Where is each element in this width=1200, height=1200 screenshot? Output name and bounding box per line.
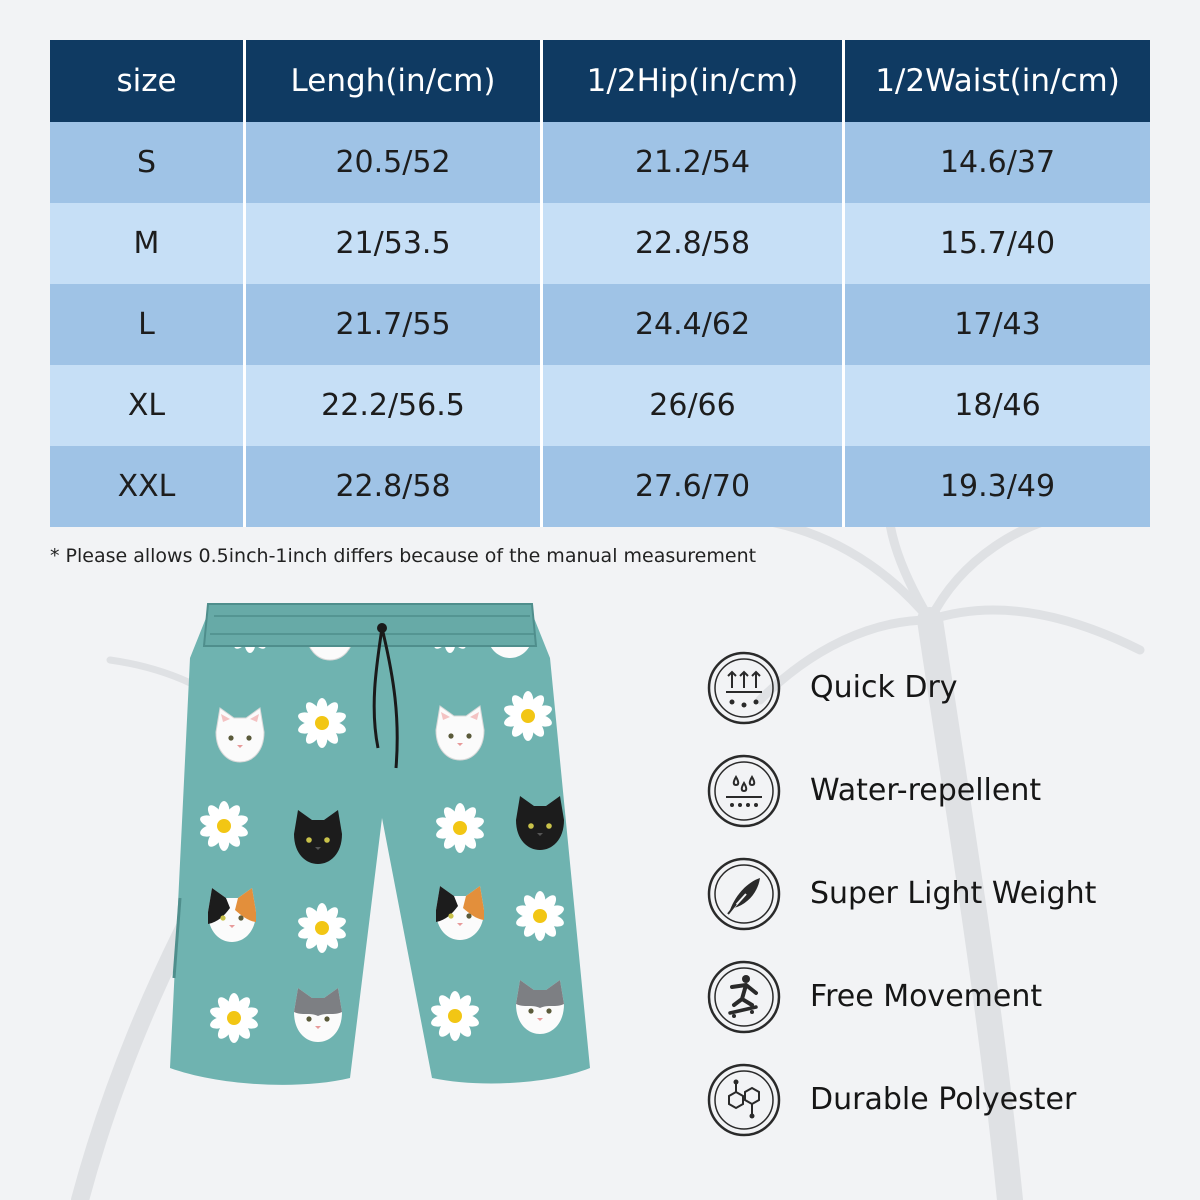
length-cell: 22.2/56.5	[246, 365, 543, 446]
size-cell: L	[50, 284, 246, 365]
header-hip: 1/2Hip(in/cm)	[543, 40, 845, 122]
size-cell: M	[50, 203, 246, 284]
quick-dry-icon	[706, 650, 782, 726]
header-length: Lengh(in/cm)	[246, 40, 543, 122]
table-row	[50, 365, 1150, 446]
table-row	[50, 122, 1150, 203]
board-shorts-image	[150, 598, 610, 1178]
feature-item-durable-polyester	[706, 1062, 1186, 1165]
table-row	[50, 284, 1150, 365]
molecule-icon	[706, 1062, 782, 1138]
length-cell: 21/53.5	[246, 203, 543, 284]
feature-label: Free Movement	[810, 979, 1043, 1014]
feature-label: Super Light Weight	[810, 876, 1097, 911]
feature-item-light-weight	[706, 856, 1186, 959]
hip-cell: 21.2/54	[543, 122, 845, 203]
waist-cell: 14.6/37	[845, 122, 1150, 203]
length-cell: 20.5/52	[246, 122, 543, 203]
waist-cell: 19.3/49	[845, 446, 1150, 527]
waist-cell: 15.7/40	[845, 203, 1150, 284]
length-cell: 22.8/58	[246, 446, 543, 527]
header-waist: 1/2Waist(in/cm)	[845, 40, 1150, 122]
size-cell: S	[50, 122, 246, 203]
size-cell: XXL	[50, 446, 246, 527]
size-cell: XL	[50, 365, 246, 446]
feature-list	[706, 650, 1186, 1165]
feature-label: Water-repellent	[810, 773, 1042, 808]
hip-cell: 27.6/70	[543, 446, 845, 527]
measurement-footnote: * Please allows 0.5inch-1inch differs because of the manual measurement	[50, 545, 757, 567]
hip-cell: 22.8/58	[543, 203, 845, 284]
feature-item-water-repellent	[706, 753, 1186, 856]
length-cell: 21.7/55	[246, 284, 543, 365]
table-row	[50, 446, 1150, 527]
feather-icon	[706, 856, 782, 932]
header-size: size	[50, 40, 246, 122]
feature-item-quick-dry	[706, 650, 1186, 753]
skater-icon	[706, 959, 782, 1035]
table-header-row	[50, 40, 1150, 122]
waist-cell: 18/46	[845, 365, 1150, 446]
table-row	[50, 203, 1150, 284]
feature-label: Durable Polyester	[810, 1082, 1077, 1117]
feature-item-free-movement	[706, 959, 1186, 1062]
hip-cell: 26/66	[543, 365, 845, 446]
size-chart-table	[50, 40, 1150, 527]
waist-cell: 17/43	[845, 284, 1150, 365]
water-repellent-icon	[706, 753, 782, 829]
feature-label: Quick Dry	[810, 670, 958, 705]
hip-cell: 24.4/62	[543, 284, 845, 365]
